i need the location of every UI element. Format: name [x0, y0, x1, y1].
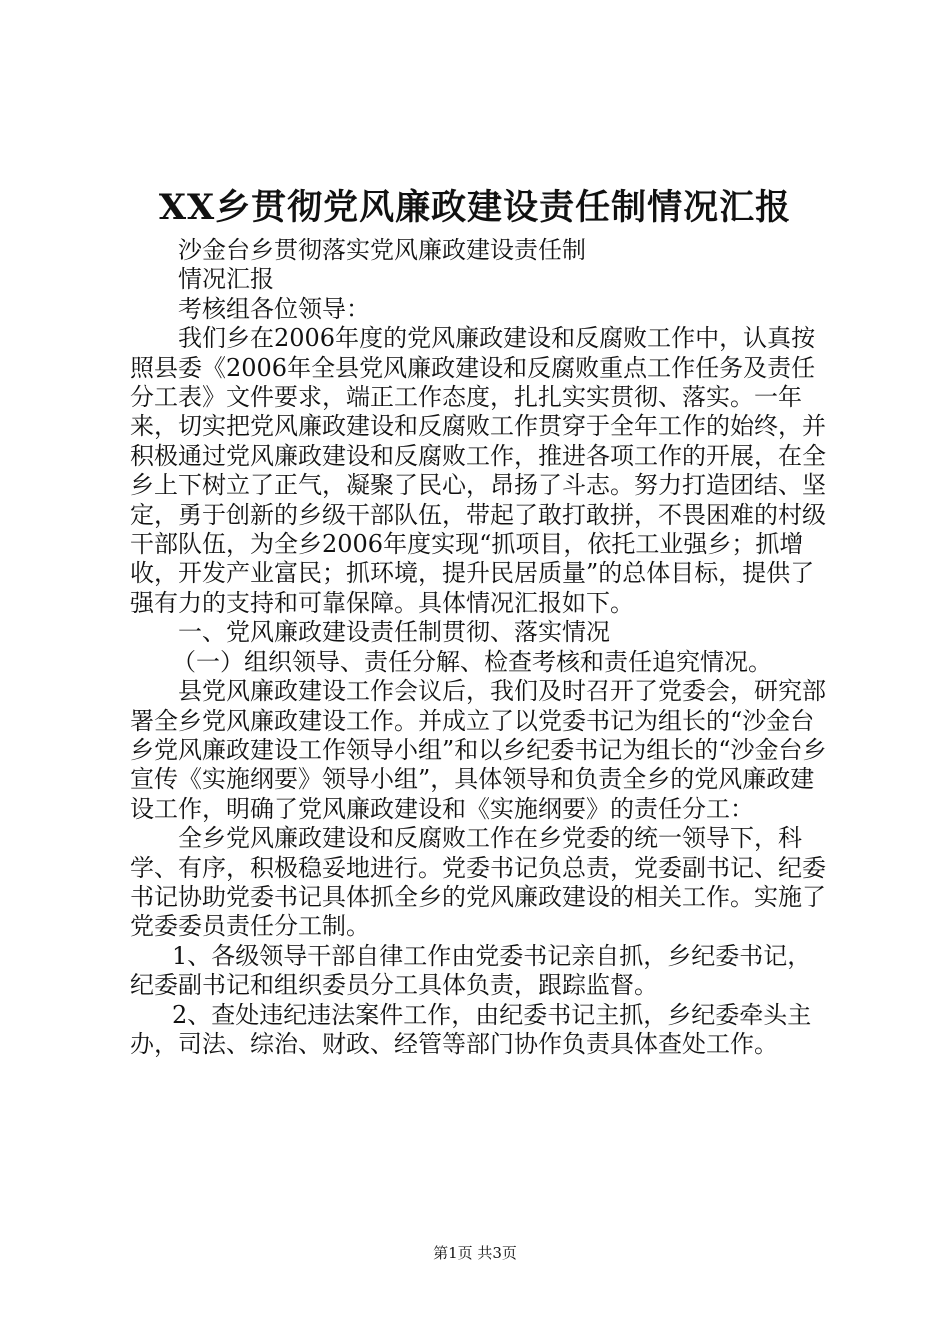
paragraph-organization: 县党风廉政建设工作会议后，我们及时召开了党委会，研究部署全乡党风廉政建设工作。并成立了以党委书记为组长的“沙金台乡党风廉政建设工作领导小组”和以乡纪委书记为组长的“沙金台乡宣传《实施纲要》领导小组”，具体领导和负责全乡的党风廉政建设工作，明确了党风廉政建设和《实施纲要》的责任分工： — [130, 677, 827, 823]
list-item-2: 2、查处违纪违法案件工作，由纪委书记主抓，乡纪委牵头主办，司法、综治、财政、经管等部门协作负责具体查处工作。 — [130, 1000, 812, 1058]
paragraph-leadership: 全乡党风廉政建设和反腐败工作在乡党委的统一领导下，科学、有序，积极稳妥地进行。党委书记负总责，党委副书记、纪委书记协助党委书记具体抓全乡的党风廉政建设的相关工作。实施了党委委员责任分工制。 — [130, 824, 826, 941]
subtitle-line-2: 情况汇报 — [178, 265, 274, 294]
document-title: XX乡贯彻党风廉政建设责任制情况汇报 — [158, 187, 792, 228]
page-footer: 第1页 共3页 — [433, 1244, 517, 1262]
subtitle-line-1: 沙金台乡贯彻落实党风廉政建设责任制 — [178, 236, 586, 264]
section-heading-1: 一、党风廉政建设责任制贯彻、落实情况 — [178, 618, 610, 647]
document-body — [130, 236, 830, 1059]
list-item-1: 1、各级领导干部自律工作由党委书记亲自抓，乡纪委书记，纪委副书记和组织委员分工具体负责，跟踪监督。 — [130, 941, 812, 1000]
subsection-heading-1: （一）组织领导、责任分解、检查考核和责任追究情况。 — [172, 647, 772, 676]
salutation: 考核组各位领导： — [178, 294, 370, 323]
paragraph-intro: 我们乡在2006年度的党风廉政建设和反腐败工作中，认真按照县委《2006年全县党风廉政建设和反腐败重点工作任务及责任分工表》文件要求，端正工作态度，扎扎实实贯彻、落实。一年来，切实把党风廉政建设和反腐败工作贯穿于全年工作的始终，并积极通过党风廉政建设和反腐败工作，推进各项工作的开展，在全乡上下树立了正气，凝聚了民心，昂扬了斗志。努力打造团结、坚定，勇于创新的乡级干部队伍，带起了敢打敢拼，不畏困难的村级干部队伍，为全乡2006年度实现“抓项目，依托工业强乡；抓增收，开发产业富民；抓环境，提升民居质量”的总体目标，提供了强有力的支持和可靠保障。具体情况汇报如下。 — [130, 324, 826, 617]
